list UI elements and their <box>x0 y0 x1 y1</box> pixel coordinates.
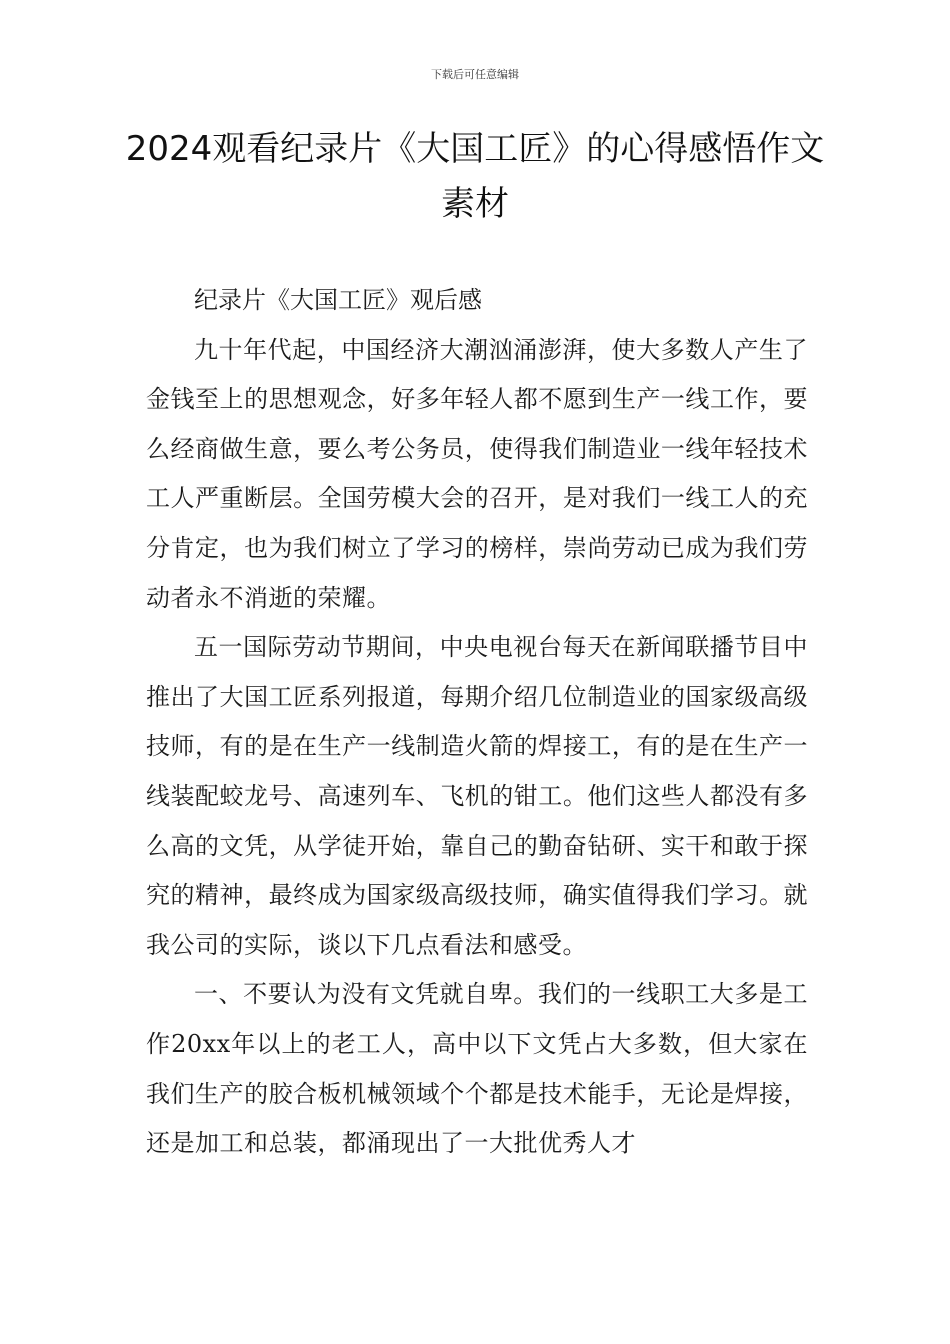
document-subheading: 纪录片《大国工匠》观后感 <box>194 286 482 314</box>
page-header-note: 下载后可任意编辑 <box>431 68 519 81</box>
paragraph-3: 一、不要认为没有文凭就自卑。我们的一线职工大多是工作20xx年以上的老工人，高中以下文凭占大多数，但大家在我们生产的胶合板机械领域个个都是技术能手，无论是焊接，还是加工和总装，都涌现出了一大批优秀人才 <box>146 980 808 1158</box>
paragraph-2: 五一国际劳动节期间，中央电视台每天在新闻联播节目中推出了大国工匠系列报道，每期介绍几位制造业的国家级高级技师，有的是在生产一线制造火箭的焊接工，有的是在生产一线装配蛟龙号、高速列车、飞机的钳工。他们这些人都没有多么高的文凭，从学徒开始，靠自己的勤奋钻研、实干和敢于探究的精神，最终成为国家级高级技师，确实值得我们学习。就我公司的实际，谈以下几点看法和感受。 <box>146 633 808 959</box>
document-title: 2024观看纪录片《大国工匠》的心得感悟作文素材 <box>125 129 825 224</box>
paragraph-1: 九十年代起，中国经济大潮汹涌澎湃，使大多数人产生了金钱至上的思想观念，好多年轻人都不愿到生产一线工作，要么经商做生意，要么考公务员，使得我们制造业一线年轻技术工人严重断层。全国劳模大会的召开，是对我们一线工人的充分肯定，也为我们树立了学习的榜样，崇尚劳动已成为我们劳动者永不消逝的荣耀。 <box>146 335 808 612</box>
document-body <box>146 276 808 1169</box>
